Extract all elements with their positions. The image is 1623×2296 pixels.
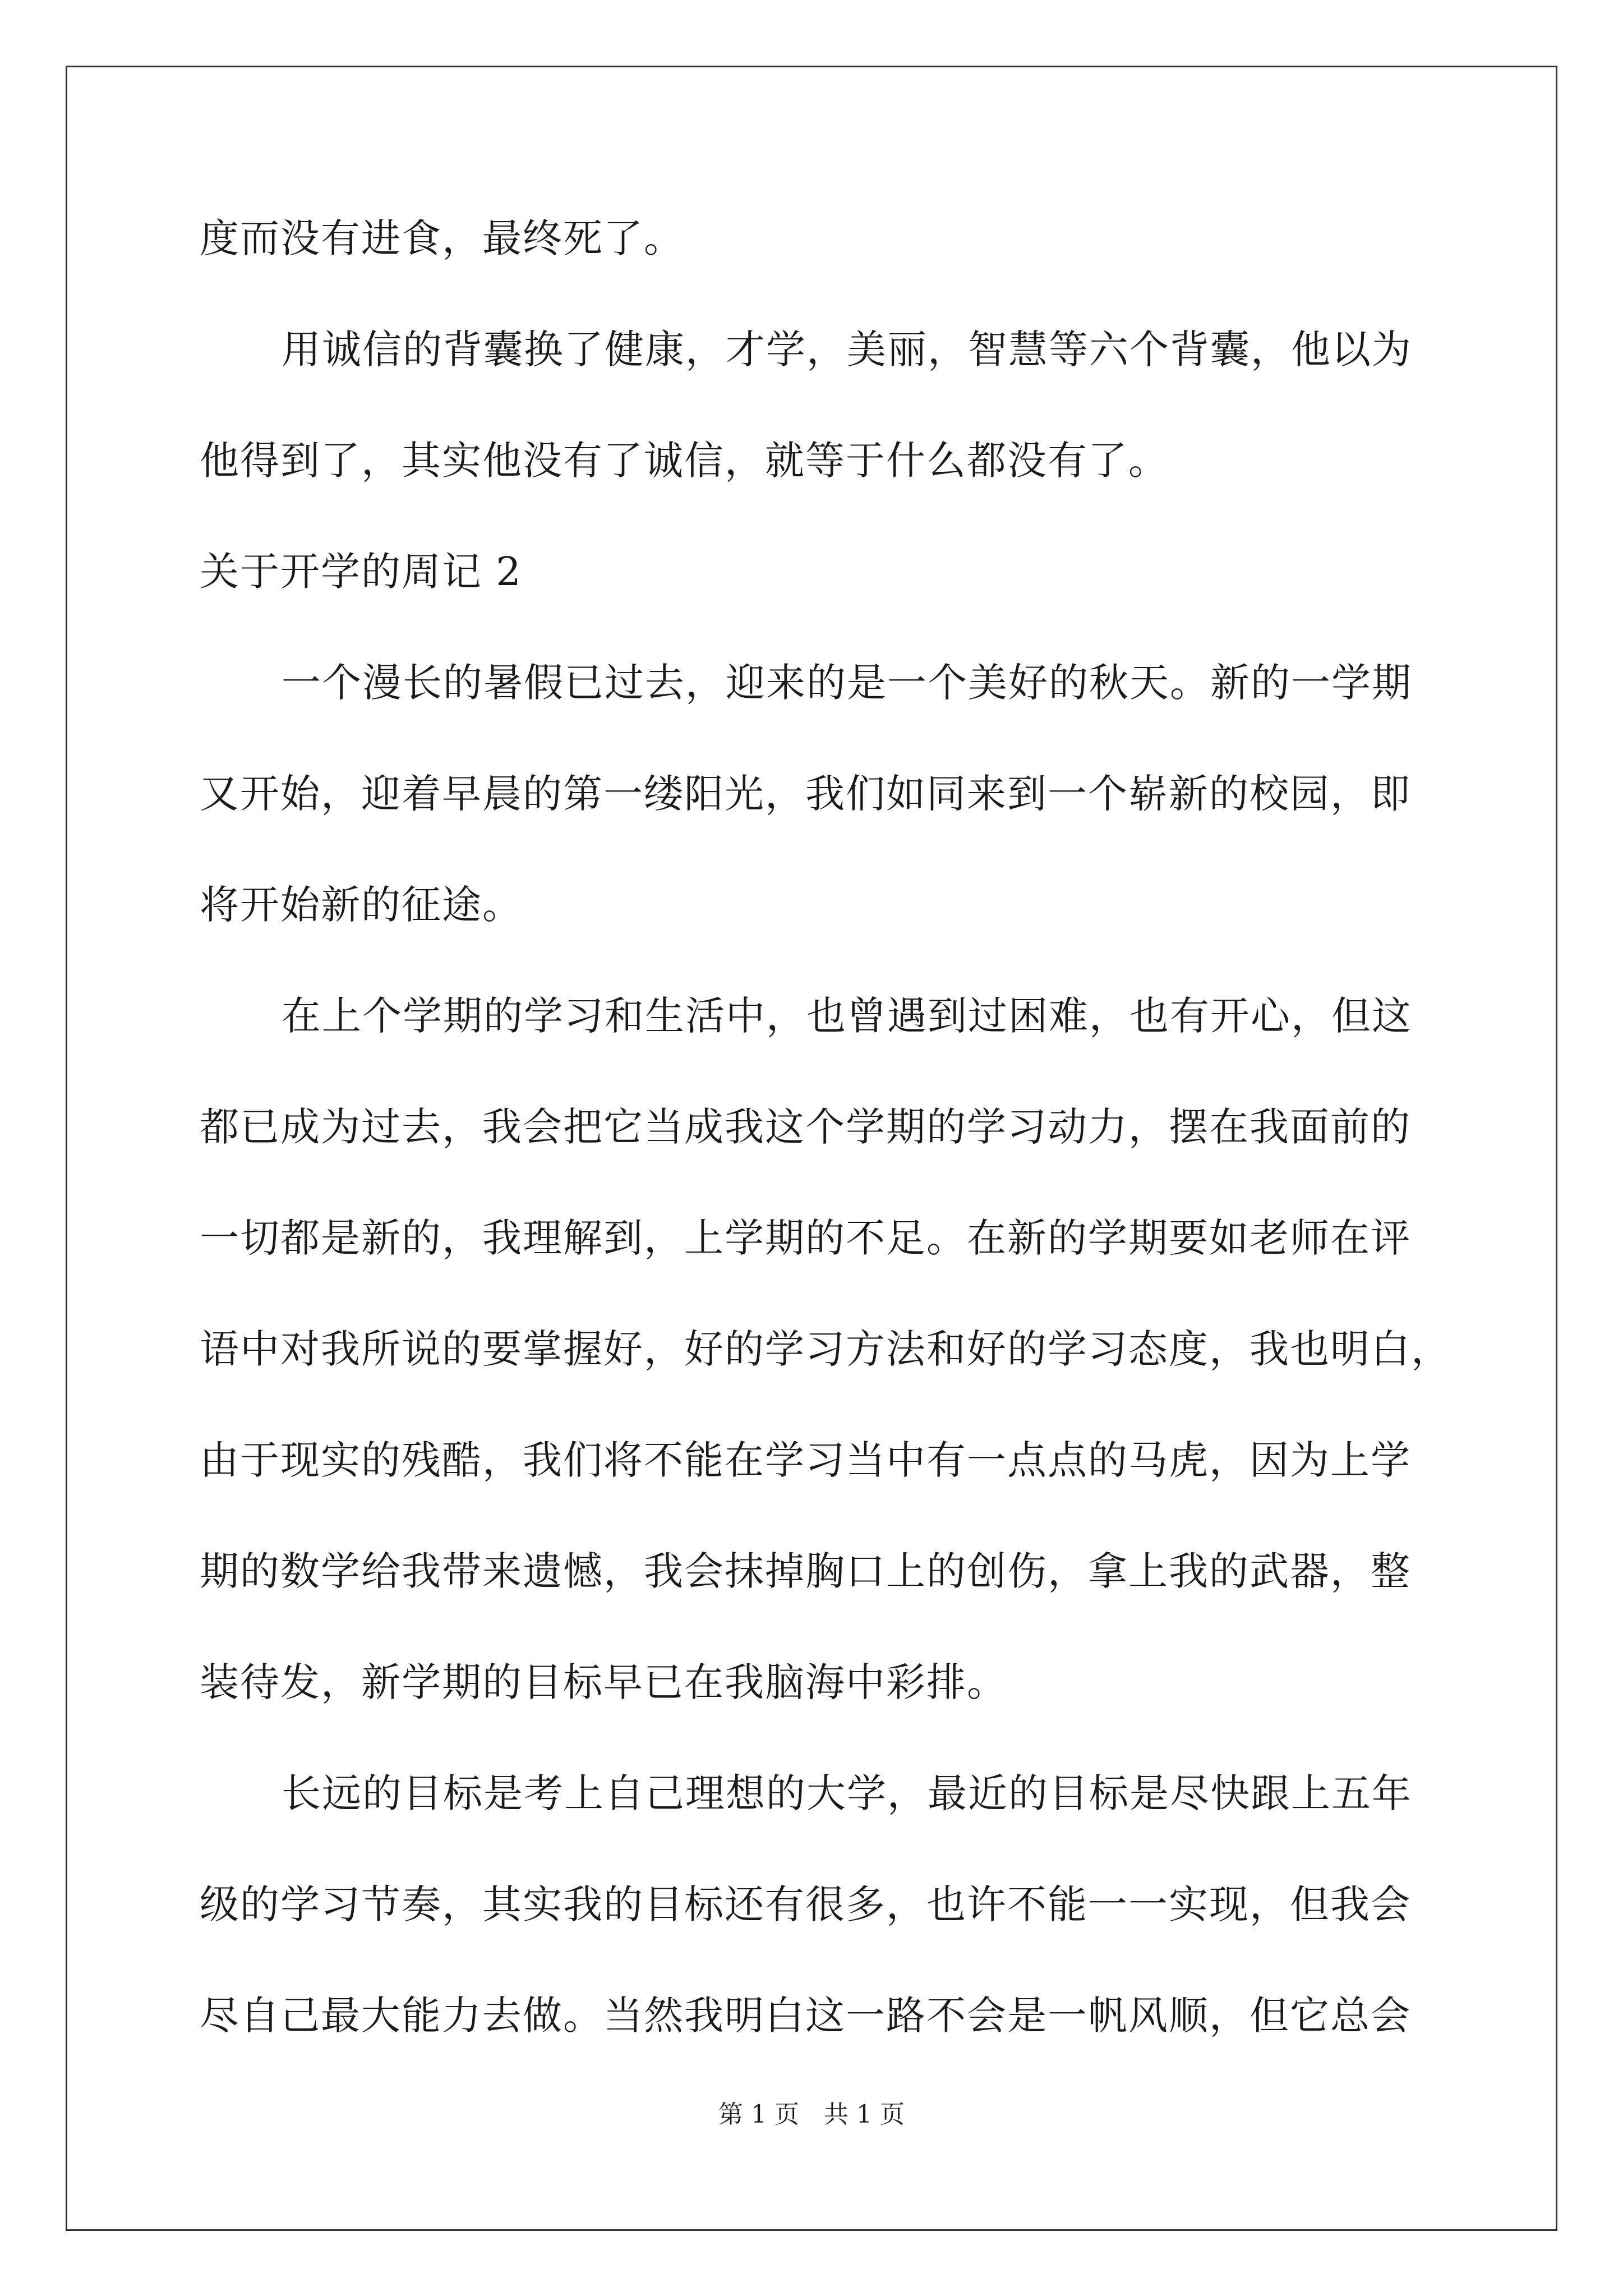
text-line: 他得到了，其实他没有了诚信，就等于什么都没有了。 bbox=[200, 438, 1169, 484]
text-line: 级的学习节奏，其实我的目标还有很多，也许不能一一实现，但我会 bbox=[200, 1881, 1411, 1927]
text-line: 由于现实的残酷，我们将不能在学习当中有一点点的马虎，因为上学 bbox=[200, 1437, 1411, 1483]
text-line: 度而没有进食，最终死了。 bbox=[200, 215, 684, 261]
paragraph-start-line: 用诚信的背囊换了健康，才学，美丽，智慧等六个背囊，他以为 bbox=[282, 326, 1412, 372]
paragraph-start-line: 长远的目标是考上自己理想的大学，最近的目标是尽快跟上五年 bbox=[282, 1770, 1412, 1816]
text-line: 一切都是新的，我理解到，上学期的不足。在新的学期要如老师在评 bbox=[200, 1215, 1411, 1261]
paragraph-start-line: 在上个学期的学习和生活中，也曾遇到过困难，也有开心，但这 bbox=[282, 993, 1412, 1039]
page-number-footer: 第 1 页 共 1 页 bbox=[718, 2100, 905, 2129]
text-line: 期的数学给我带来遗憾，我会抹掉胸口上的创伤，拿上我的武器，整 bbox=[200, 1548, 1411, 1594]
section-heading: 关于开学的周记 2 bbox=[200, 549, 522, 595]
text-line: 装待发，新学期的目标早已在我脑海中彩排。 bbox=[200, 1659, 1007, 1705]
text-line: 尽自己最大能力去做。当然我明白这一路不会是一帆风顺，但它总会 bbox=[200, 1993, 1411, 2039]
paragraph-start-line: 一个漫长的暑假已过去，迎来的是一个美好的秋天。新的一学期 bbox=[282, 660, 1412, 706]
text-line: 语中对我所说的要掌握好，好的学习方法和好的学习态度，我也明白， bbox=[200, 1326, 1451, 1372]
text-line: 又开始，迎着早晨的第一缕阳光，我们如同来到一个崭新的校园，即 bbox=[200, 771, 1411, 817]
text-line: 都已成为过去，我会把它当成我这个学期的学习动力，摆在我面前的 bbox=[200, 1104, 1411, 1150]
text-line: 将开始新的征途。 bbox=[200, 882, 523, 928]
